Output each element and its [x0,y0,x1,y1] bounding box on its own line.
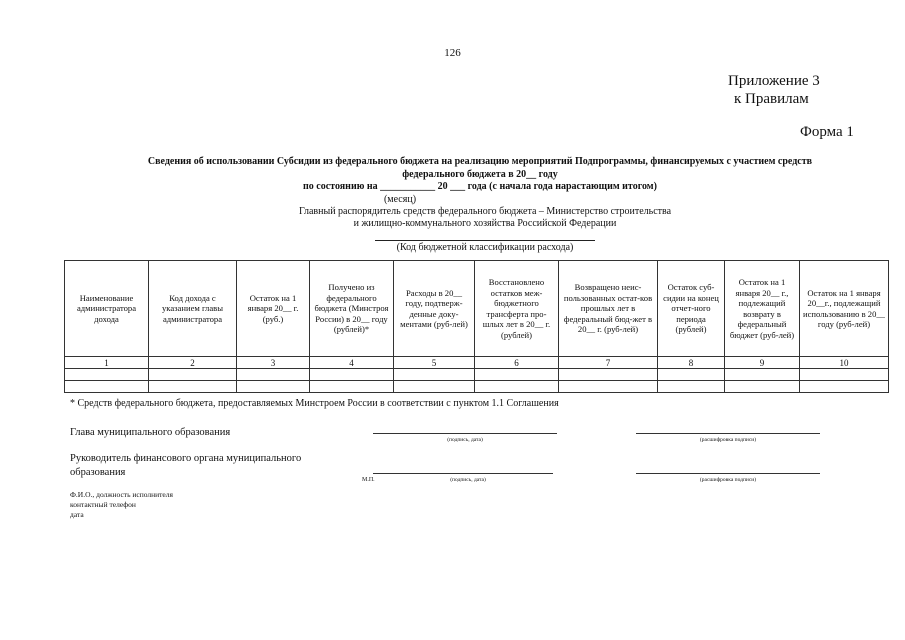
header-cell: Возвращено неис-пользованных остат-ков прошлых лет в федеральный бюд-жет в 20__ г. (руб-лей) [559,261,658,357]
header-cell: Код дохода с указанием главы администратора [149,261,237,357]
head-label: Глава муниципального образования [70,427,231,438]
table-row [65,369,889,381]
column-number-row [65,357,889,369]
table-cell [65,369,149,381]
table-header-row [65,261,889,357]
column-number: 2 [149,357,237,369]
table-cell [658,381,725,393]
header-cell: Восстановлено остатков меж-бюджетного трансферта про-шлых лет в 20__ г. (рублей) [475,261,559,357]
executor-line-3: дата [70,510,84,519]
header-cell: Остаток на 1 января 20__ г. (руб.) [237,261,310,357]
administrator-line-2: и жилищно-коммунального хозяйства Российской Федерации [353,218,617,229]
title-line-2: федерального бюджета в 20__ году [402,168,558,180]
column-number: 3 [237,357,310,369]
kbk-fill-line [375,240,595,241]
executor-line-2: контактный телефон [70,500,136,509]
finance-label-line-2: образования [70,467,126,478]
executor-line-1: Ф.И.О., должность исполнителя [70,490,173,499]
table-cell [475,381,559,393]
finance-sign-caption: (подпись, дата) [450,477,486,483]
finance-head-label [70,452,301,480]
table-cell [658,369,725,381]
form-label: Форма 1 [800,124,854,140]
table-cell [475,369,559,381]
table-cell [559,381,658,393]
table-cell [149,369,237,381]
column-number: 10 [800,357,889,369]
table-cell [149,381,237,393]
administrator-text [150,206,820,230]
header-cell: Остаток на 1 января 20__г., подлежащий использованию в 20__ году (руб-лей) [800,261,889,357]
footnote: * Средств федерального бюджета, предоставляемых Минстроем России в соответствии с пунктом 1.1 Соглашения [70,398,559,409]
column-number: 8 [658,357,725,369]
column-number: 9 [725,357,800,369]
table-cell [310,381,394,393]
table-cell [310,369,394,381]
column-number: 1 [65,357,149,369]
table-cell [394,369,475,381]
table-cell [800,381,889,393]
head-decode-caption: (расшифровка подписи) [699,437,757,443]
column-number: 4 [310,357,394,369]
table-cell [65,381,149,393]
administrator-line-1: Главный распорядитель средств федерального бюджета – Министерство строительства [298,206,672,217]
document-title [90,156,870,194]
appendix-line-2: к Правилам [734,91,809,107]
finance-signature-line [373,473,553,474]
head-decode-line [636,433,820,434]
header-cell: Остаток суб-сидии на конец отчет-ного периода (рублей) [658,261,725,357]
column-number: 6 [475,357,559,369]
table-cell [725,369,800,381]
appendix-line-1: Приложение 3 [728,73,820,89]
finance-decode-caption: (расшифровка подписи) [699,477,757,483]
appendix-label [728,72,820,108]
finance-label-line-1: Руководитель финансового органа муниципального [70,453,302,464]
page-number: 126 [444,47,461,59]
stamp-mark: М.П. [362,477,375,483]
table-cell [559,369,658,381]
head-sign-caption: (подпись, дата) [447,437,483,443]
table-cell [725,381,800,393]
table-cell [237,381,310,393]
header-cell: Расходы в 20__ году, подтверж-денные доку-ментами (руб-лей) [394,261,475,357]
title-line-1: Сведения об использовании Субсидии из федерального бюджета на реализацию мероприятий Подпрограммы, финансируемых с участием средств [147,156,813,167]
month-caption: (месяц) [383,194,417,205]
header-cell: Получено из федерального бюджета (Минстроя России) в 20__ году (рублей)* [310,261,394,357]
table-cell [394,381,475,393]
column-number: 5 [394,357,475,369]
header-cell: Наименование администратора дохода [65,261,149,357]
head-signature-line [373,433,557,434]
table-cell [800,369,889,381]
header-cell: Остаток на 1 января 20__ г., подлежащий возврату в федеральный бюджет (руб-лей) [725,261,800,357]
table-row [65,381,889,393]
report-table [64,260,889,393]
kbk-caption: (Код бюджетной классификации расхода) [396,242,574,253]
column-number: 7 [559,357,658,369]
table-cell [237,369,310,381]
title-line-3: по состоянию на ___________ 20 ___ года (с начала года нарастающим итогом) [303,181,657,192]
executor-info [70,490,173,520]
finance-decode-line [636,473,820,474]
